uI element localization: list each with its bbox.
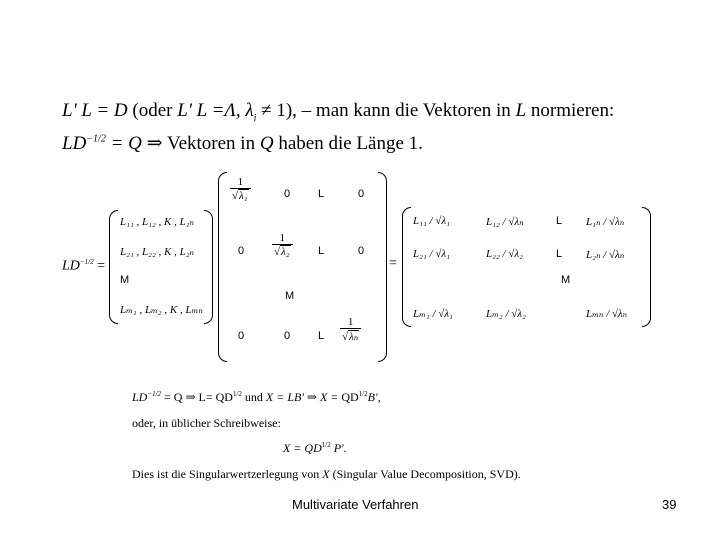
D-entry-n2: 0 [284, 330, 291, 342]
D-entry-2n: 0 [358, 245, 365, 257]
Dnn-num: 1 [340, 316, 361, 329]
b3-XQD: X = QD [283, 441, 322, 455]
D-entry-n1: 0 [238, 330, 245, 342]
bottom-line-3 [283, 441, 347, 456]
R-matrix-right-bracket [642, 207, 651, 327]
D-entry-11: $\frac{1}{\text{√λ₁}}$ [230, 176, 251, 202]
b1-exp3: 1/2 [358, 390, 368, 398]
L-row-vdots: M [120, 274, 130, 286]
bottom-line-1 [132, 390, 381, 405]
R-22: L₂₂ / √λ₂ [486, 248, 523, 260]
lhs-exp: −1/2 [79, 258, 94, 266]
b1-exp2: 1/2 [232, 390, 242, 398]
text-laenge: haben die Länge 1. [278, 133, 423, 154]
b1-XLB: X = LB' ⇒ X = [265, 390, 339, 404]
D11-num: 1 [230, 176, 251, 189]
D22-den: λ₂ [281, 246, 290, 258]
b3-P: P'. [333, 441, 347, 455]
D-dots-2: L [318, 245, 325, 257]
eq-Q-implies: = Q ⇒ [110, 133, 163, 154]
D11-den: λ₁ [239, 190, 248, 202]
D-entry-12: 0 [284, 188, 291, 200]
R-11: L₁₁ / √λ₁ [413, 215, 450, 227]
D-entry-1n: 0 [358, 188, 365, 200]
b3-exp: 1/2 [321, 441, 331, 449]
matrix-lhs [62, 258, 105, 275]
L-matrix-right-bracket [204, 210, 213, 324]
b1-und: und [244, 390, 263, 404]
R-2-dots: L [556, 248, 563, 260]
footer-title: Multivariate Verfahren [292, 497, 419, 512]
R-21: L₂₁ / √λ₁ [413, 248, 450, 260]
D22-num: 1 [272, 232, 293, 245]
R-1n: L₁ₙ / √λₙ [586, 216, 625, 228]
Dnn-den: λₙ [349, 331, 359, 343]
b4-X: X [322, 467, 330, 481]
bottom-line-2: oder, in üblicher Schreibweise: [132, 416, 281, 430]
D-dots-1: L [318, 188, 325, 200]
R-2n: L₂ₙ / √λₙ [586, 249, 625, 261]
R-12: L₁₂ / √λₙ [486, 216, 524, 228]
D-vdots: M [285, 290, 295, 302]
L-row-m: Lₘ₁ , Lₘ₂ , K , Lₘₙ [120, 304, 203, 316]
D-matrix-left-bracket [218, 172, 227, 362]
eq-LD: LD [62, 133, 87, 154]
L-row-2: L₂₁ , L₂₂ , K , L₂ₙ [120, 246, 195, 258]
lhs-LD: LD [62, 258, 80, 274]
R-mn: Lₘₙ / √λₙ [586, 308, 628, 320]
R-matrix-left-bracket [402, 207, 411, 327]
D-entry-22: $\frac{1}{\text{√λ₂}}$ [272, 232, 293, 258]
R-m2: Lₘ₂ / √λ₂ [486, 308, 526, 320]
intro-line-1 [62, 100, 614, 124]
R-1-dots: L [556, 215, 563, 227]
b4-svd: (Singular Value Decomposition, SVD). [332, 467, 521, 481]
bottom-line-4 [132, 467, 521, 482]
D-dots-3: L [318, 330, 325, 342]
equals-1: = [97, 258, 105, 274]
L-row-1: L₁₁ , L₁₂ , K , L₁ₙ [120, 216, 195, 228]
eq-LLD: L' L = D [62, 100, 128, 121]
eq-LL-lambda: L' L =Λ, [177, 100, 241, 121]
var-Q: Q [259, 133, 274, 154]
var-L: L [515, 100, 527, 121]
page-number: 39 [662, 497, 677, 512]
exp-neg-half: −1/2 [86, 133, 106, 145]
text-normieren-part: ≠ 1), – man kann die Vektoren in [261, 100, 511, 121]
D-entry-21: 0 [238, 245, 245, 257]
text-normieren: normieren: [530, 100, 615, 121]
b1-B: B', [367, 390, 381, 404]
b4-text: Dies ist die Singularwertzerlegung von [132, 467, 320, 481]
lambda-sub: i [253, 112, 257, 124]
text-vektoren-in: Vektoren in [166, 133, 256, 154]
b1-exp1: −1/2 [147, 390, 162, 398]
text-oder: (oder [132, 100, 173, 121]
L-matrix-left-bracket [109, 210, 118, 324]
lambda-symbol: λ [245, 100, 254, 121]
equals-2: = [389, 256, 397, 271]
R-m1: Lₘ₁ / √λ₁ [413, 308, 453, 320]
intro-line-2 [62, 132, 423, 155]
b1-LQD: = Q ⇒ L= QD [164, 390, 233, 404]
D-matrix-right-bracket [378, 172, 387, 362]
R-vdots: M [561, 274, 571, 286]
b1-LD: LD [132, 390, 148, 404]
b1-QD: QD [341, 390, 359, 404]
D-entry-nn: $\frac{1}{\text{√λₙ}}$ [340, 316, 361, 343]
